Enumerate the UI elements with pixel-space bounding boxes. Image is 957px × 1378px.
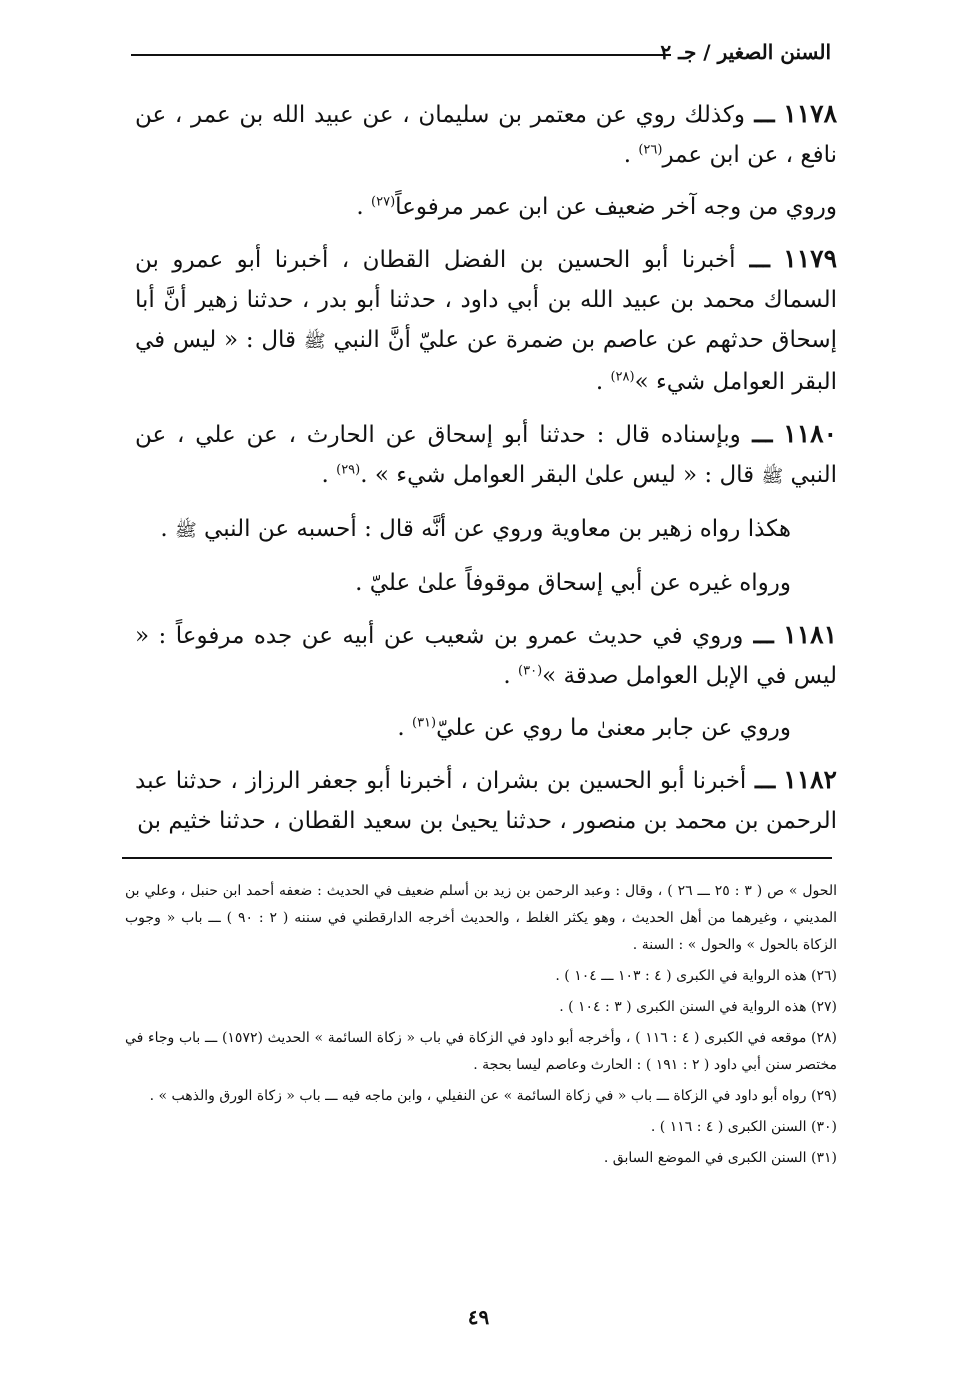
hadith-text-continued: قال : « ليس في البقر العوامل شيء » (135, 327, 837, 395)
page-header (131, 34, 831, 74)
footnote-ref: (٢٧) (371, 194, 396, 210)
footnote-continued: الحول » ص ( ٣ : ٢٥ ـــ ٢٦ ) ، وقال : وعبد الرحمن بن زيد بن أسلم ضعيف في الحديث : ضعفه أحمد ابن حنبل ، وعلي بن المديني ، وغيرهما من أهل الحديث ، وهو يكثر الغلط ، والحديث أخرجه الدارقطني في سننه ( ٢ : ٩٠ ) ـــ باب « وجوب الزكاة بالحول » والحول » : السنة . (125, 883, 837, 953)
hadith-number: ١١٨١ (783, 620, 837, 649)
hadith-number: ١١٧٨ (783, 99, 837, 128)
main-text (135, 94, 837, 853)
hadith-1178 (135, 94, 837, 175)
footnote-29: (٢٩) رواه أبو داود في الزكاة ـــ باب « في زكاة السائمة » عن النفيلي ، وابن ماجه فيه ـــ باب « زكاة الورق والذهب » . (149, 1088, 837, 1104)
footnote-ref: (٢٦) (638, 142, 663, 158)
running-title: السنن الصغير / جـ ٢ (660, 40, 831, 64)
hadith-text: وبإسناده قال : حدثنا أبو إسحاق عن الحارث ، عن علي ، عن النبي (135, 422, 837, 488)
hadith-tail: . (321, 462, 337, 488)
hadith-1180 (135, 414, 837, 497)
hadith-dash: ـــ (740, 421, 773, 448)
hadith-text: أخبرنا أبو الحسين بن بشران ، أخبرنا أبو جعفر الرزاز ، حدثنا عبد الرحمن بن محمد بن منصور ، حدثنا يحيىٰ بن سعيد القطان ، حدثنا خثيم بن (135, 768, 837, 834)
hadith-tail: . (356, 194, 372, 220)
hadith-text: وكذلك روي عن معتمر بن سليمان ، عن عبيد الله بن عمر ، عن نافع ، عن ابن عمر (135, 102, 837, 168)
footnote-28: (٢٨) موقعه في الكبرى ( ٤ : ١١٦ ) ، وأخرجه أبو داود في الزكاة في باب « زكاة السائمة » الحديث (١٥٧٢) ـــ باب وجاء في مختصر سنن أبي داود ( ٢ : ١٩١ ) : الحارث وعاصم ليسا بحجة . (125, 1030, 838, 1073)
hadith-1181 (135, 615, 837, 696)
hadith-text: وروي عن جابر معنىٰ ما روي عن عليّ (436, 715, 791, 741)
paragraph-1178-note (135, 187, 837, 227)
hadith-text: وروي في حديث عمرو بن شعيب عن أبيه عن جده مرفوعاً : « ليس في الإبل العوامل صدقة » (135, 623, 837, 689)
footnote-30: (٣٠) السنن الكبرى ( ٤ : ١١٦ ) . (650, 1119, 837, 1135)
hadith-dash: ـــ (745, 101, 775, 128)
hadith-dash: ـــ (743, 622, 774, 649)
salawat-glyph: ﷺ (303, 331, 326, 352)
footnotes (125, 878, 837, 1176)
hadith-dash: ـــ (746, 767, 776, 794)
hadith-tail: . (503, 663, 519, 689)
hadith-tail: . (160, 516, 175, 542)
header-rule (131, 54, 671, 56)
hadith-tail: . (397, 715, 412, 741)
hadith-1179 (135, 239, 837, 402)
footnote-ref: (٢٩) (336, 462, 361, 478)
hadith-text-continued: قال : « ليس علىٰ البقر العوامل شيء » . (360, 462, 762, 488)
footnote-ref: (٣٠) (518, 663, 543, 679)
hadith-text: ورواه غيره عن أبي إسحاق موقوفاً علىٰ عليّ . (355, 570, 791, 596)
hadith-number: ١١٧٩ (783, 244, 837, 273)
footnote-26: (٢٦) هذه الرواية في الكبرى ( ٤ : ١٠٣ ـــ ١٠٤ ) . (555, 968, 837, 984)
paragraph-1180-note-b (135, 563, 837, 603)
footnote-ref: (٣١) (412, 715, 437, 731)
hadith-tail: . (623, 142, 639, 168)
hadith-1182 (135, 760, 837, 841)
hadith-number: ١١٨٠ (783, 419, 837, 448)
hadith-text: وروي من وجه آخر ضعيف عن ابن عمر مرفوعاً (395, 194, 837, 220)
salawat-glyph: ﷺ (761, 466, 784, 487)
hadith-text: هكذا رواه زهير بن معاوية وروي عن أنَّه قال : أحسبه عن النبي (196, 516, 791, 542)
hadith-number: ١١٨٢ (783, 765, 837, 794)
footnote-31: (٣١) السنن الكبرى في الموضع السابق . (603, 1150, 837, 1166)
hadith-dash: ـــ (735, 246, 770, 273)
footnote-27: (٢٧) هذه الرواية في السنن الكبرى ( ٣ : ١٠٤ ) . (559, 999, 837, 1015)
page-number: ٤٩ (467, 1305, 490, 1329)
hadith-text: أخبرنا أبو الحسين بن الفضل القطان ، أخبرنا أبو عمرو بن السماك محمد بن عبيد الله بن أبي داود ، حدثنا أبو بدر ، حدثنا زهير أنَّ أبا إسحاق حدثهم عن عاصم بن ضمرة عن عليّ أنَّ النبي (135, 247, 837, 353)
hadith-tail: . (595, 369, 611, 395)
footnote-ref: (٢٨) (610, 369, 635, 385)
salawat-glyph: ﷺ (175, 520, 197, 541)
paragraph-1181-note (135, 708, 837, 748)
footnote-rule (122, 857, 832, 859)
paragraph-1180-note-a (135, 509, 837, 551)
